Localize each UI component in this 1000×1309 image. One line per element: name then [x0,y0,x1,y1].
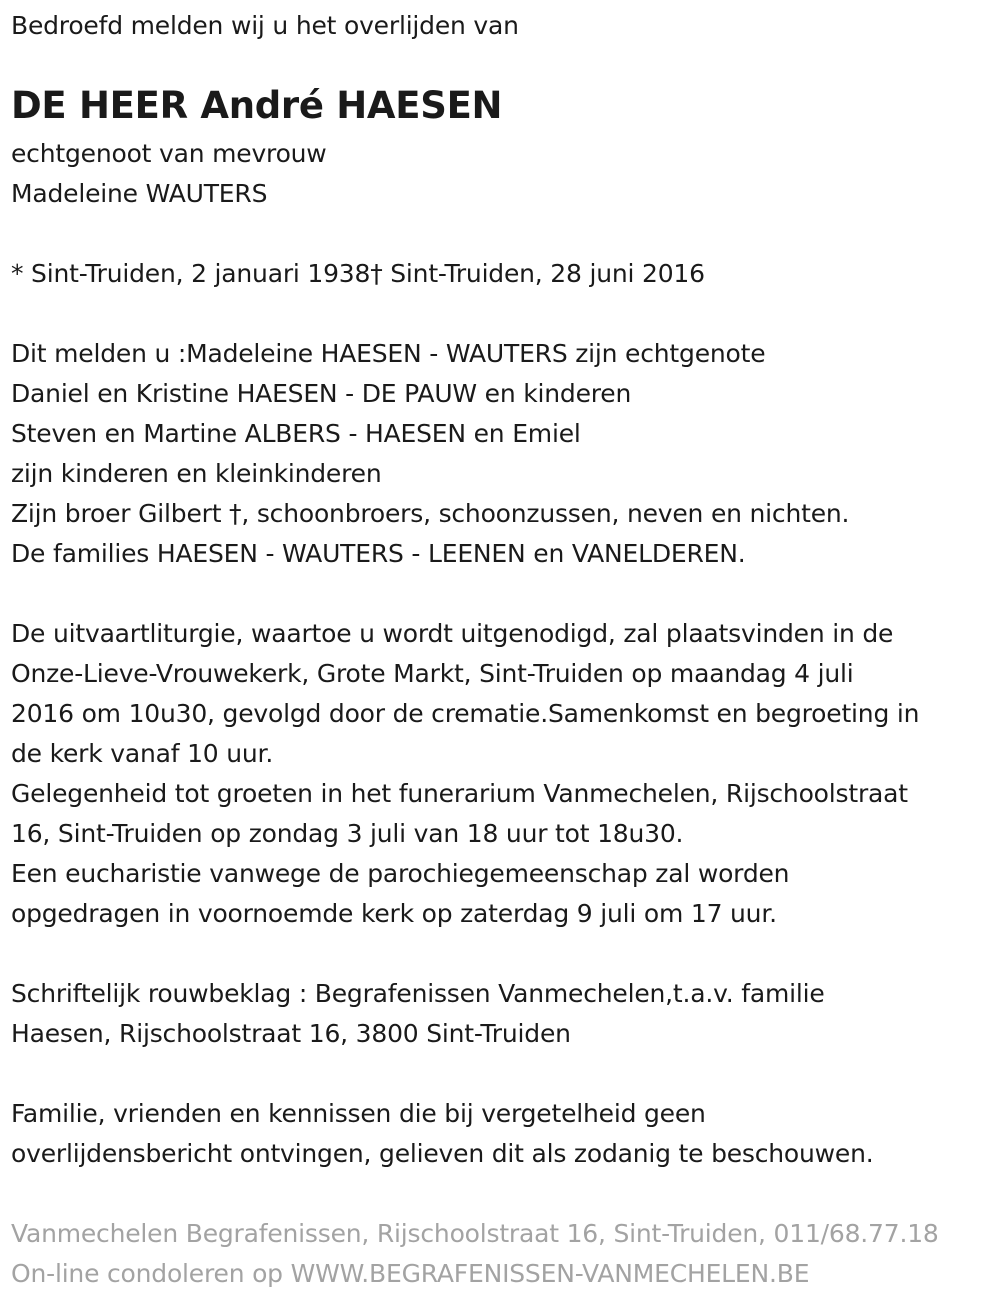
family-line: Steven en Martine ALBERS - HAESEN en Emiel [11,419,581,448]
family-line: Zijn broer Gilbert †, schoonbroers, schoonzussen, neven en nichten. [11,499,850,528]
service-line: de kerk vanaf 10 uur. [11,739,274,768]
family-line: Dit melden u :Madeleine HAESEN - WAUTERS zijn echtgenote [11,339,766,368]
service-line: Een eucharistie vanwege de parochiegemeenschap zal worden [11,859,790,888]
family-line: De families HAESEN - WAUTERS - LEENEN en VANELDEREN. [11,539,746,568]
birth-death-dates: * Sint-Truiden, 2 januari 1938† Sint-Truiden, 28 juni 2016 [11,259,705,288]
condolence-line: Schriftelijk rouwbeklag : Begrafenissen Vanmechelen,t.a.v. familie [11,979,825,1008]
spouse-name: Madeleine WAUTERS [11,179,268,208]
service-line: Gelegenheid tot groeten in het funerarium Vanmechelen, Rijschoolstraat [11,779,908,808]
spouse-block [11,134,327,214]
service-line: Onze-Lieve-Vrouwekerk, Grote Markt, Sint-Truiden op maandag 4 juli [11,659,854,688]
footer-website-link[interactable]: On-line condoleren op WWW.BEGRAFENISSEN-VANMECHELEN.BE [11,1259,810,1288]
footer [11,1214,939,1294]
service-line: 2016 om 10u30, gevolgd door de crematie.Samenkomst en begroeting in [11,699,920,728]
closing-note-line: Familie, vrienden en kennissen die bij vergetelheid geen [11,1099,706,1128]
spouse-line: echtgenoot van mevrouw [11,139,327,168]
footer-address: Vanmechelen Begrafenissen, Rijschoolstraat 16, Sint-Truiden, 011/68.77.18 [11,1219,939,1248]
life-dates [11,254,705,294]
condolence-line: Haesen, Rijschoolstraat 16, 3800 Sint-Truiden [11,1019,571,1048]
service-line: 16, Sint-Truiden op zondag 3 juli van 18 uur tot 18u30. [11,819,684,848]
condolence-letter-block [11,974,825,1054]
closing-note-line: overlijdensbericht ontvingen, gelieven dit als zodanig te beschouwen. [11,1139,874,1168]
intro-text: Bedroefd melden wij u het overlijden van [11,11,519,40]
closing-note-block [11,1094,874,1174]
family-block [11,334,849,574]
service-block [11,614,919,934]
service-line: De uitvaartliturgie, waartoe u wordt uitgenodigd, zal plaatsvinden in de [11,619,894,648]
family-line: Daniel en Kristine HAESEN - DE PAUW en kinderen [11,379,632,408]
family-line: zijn kinderen en kleinkinderen [11,459,382,488]
service-line: opgedragen in voornoemde kerk op zaterdag 9 juli om 17 uur. [11,899,777,928]
deceased-name: DE HEER André HAESEN [11,84,503,127]
